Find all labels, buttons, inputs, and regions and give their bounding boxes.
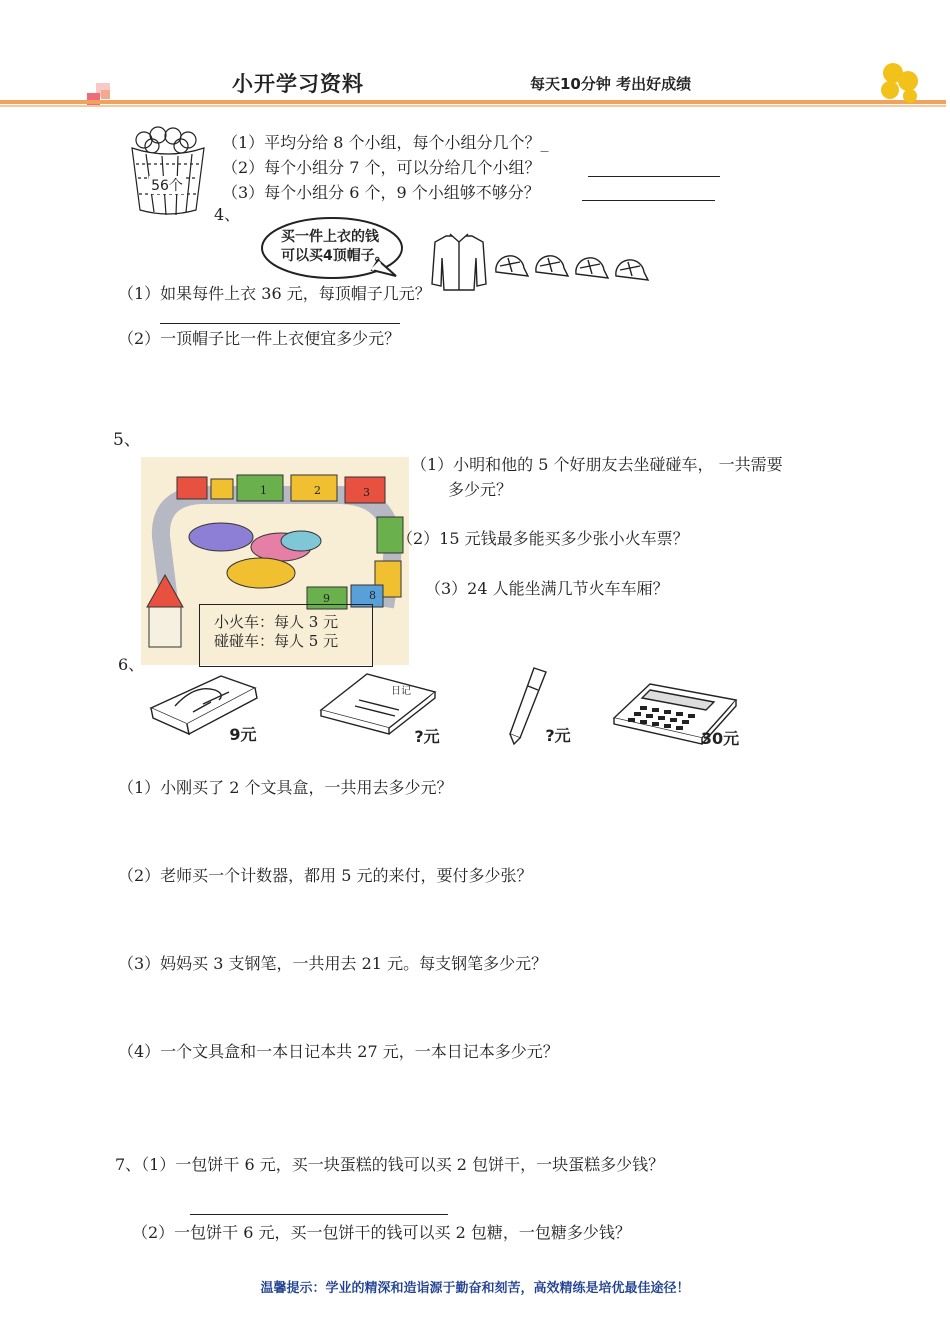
car-number: 8: [369, 589, 376, 602]
q4-sub1: （1）如果每件上衣 36 元，每顶帽子几元？: [118, 284, 431, 303]
q3-sub1: （1）平均分给 8 个小组，每个小组分几个？_: [222, 133, 549, 152]
car-number: 9: [323, 592, 330, 605]
logo-icon: [878, 60, 924, 104]
car-number: 1: [260, 484, 267, 497]
answer-line[interactable]: [160, 323, 400, 324]
header-rule: [0, 100, 946, 104]
answer-line[interactable]: [588, 176, 720, 177]
q7-sub2: （2）一包饼干 6 元，买一包饼干的钱可以买 2 包糖，一包糖多少钱？: [132, 1223, 631, 1242]
speech-bubble-line1: 买一件上衣的钱: [281, 229, 379, 245]
diary-icon: [315, 666, 445, 746]
q5-sub1-cont: 多少元？: [448, 480, 513, 499]
q5-sub1: （1）小明和他的 5 个好朋友去坐碰碰车， 一共需要: [411, 455, 783, 474]
footer-tip: 温馨提示：学业的精深和造诣源于勤奋和刻苦，高效精练是培优最佳途径！: [260, 1281, 690, 1296]
header-title: 小开学习资料: [232, 72, 364, 96]
calculator-icon: [610, 678, 750, 750]
q6-sub1: （1）小刚买了 2 个文具盒，一共用去多少元？: [118, 778, 453, 797]
basket-label: 56个: [151, 178, 183, 194]
q5-number: 5、: [113, 430, 141, 450]
q6-number: 6、: [118, 655, 145, 674]
price-label: ?元: [545, 726, 571, 745]
q4-sub2: （2）一顶帽子比一件上衣便宜多少元？: [118, 329, 401, 348]
q3-sub3: （3）每个小组分 6 个，9 个小组够不够分？: [222, 183, 540, 202]
header-rule: [0, 105, 946, 107]
header-decoration: [101, 90, 110, 99]
speech-bubble-line2: 可以买4顶帽子。: [281, 248, 389, 264]
answer-line[interactable]: [190, 1214, 448, 1215]
apple-basket-icon: [126, 120, 210, 220]
diary-label: 日记: [391, 686, 411, 697]
q6-sub2: （2）老师买一个计数器，都用 5 元的来付，要付多少张？: [118, 866, 533, 885]
pen-icon: [500, 662, 590, 748]
price-bumper-car: 碰碰车：每人 5 元: [214, 632, 339, 650]
price-label: 9元: [229, 725, 257, 744]
q4-number: 4、: [214, 205, 241, 224]
q5-sub3: （3）24 人能坐满几节火车车厢？: [425, 579, 669, 598]
header-slogan: 每天10分钟 考出好成绩: [530, 75, 692, 93]
price-label: 30元: [700, 729, 740, 748]
price-label: ?元: [414, 727, 440, 746]
q6-sub4: （4）一个文具盒和一本日记本共 27 元，一本日记本多少元？: [118, 1042, 559, 1061]
shirt-icon: [432, 234, 486, 290]
car-number: 3: [363, 486, 370, 499]
answer-line[interactable]: [582, 200, 715, 201]
q6-sub3: （3）妈妈买 3 支钢笔，一共用去 21 元。每支钢笔多少元？: [118, 954, 548, 973]
pencil-box-icon: [145, 664, 265, 744]
q3-sub2: （2）每个小组分 7 个，可以分给几个小组？: [222, 158, 541, 177]
price-train: 小火车：每人 3 元: [214, 613, 339, 631]
q5-sub2: （2）15 元钱最多能买多少张小火车票？: [397, 529, 689, 548]
q7-sub1: 7、（1）一包饼干 6 元，买一块蛋糕的钱可以买 2 包饼干，一块蛋糕多少钱？: [115, 1155, 665, 1174]
cap-icon: [496, 256, 648, 280]
car-number: 2: [314, 484, 321, 497]
